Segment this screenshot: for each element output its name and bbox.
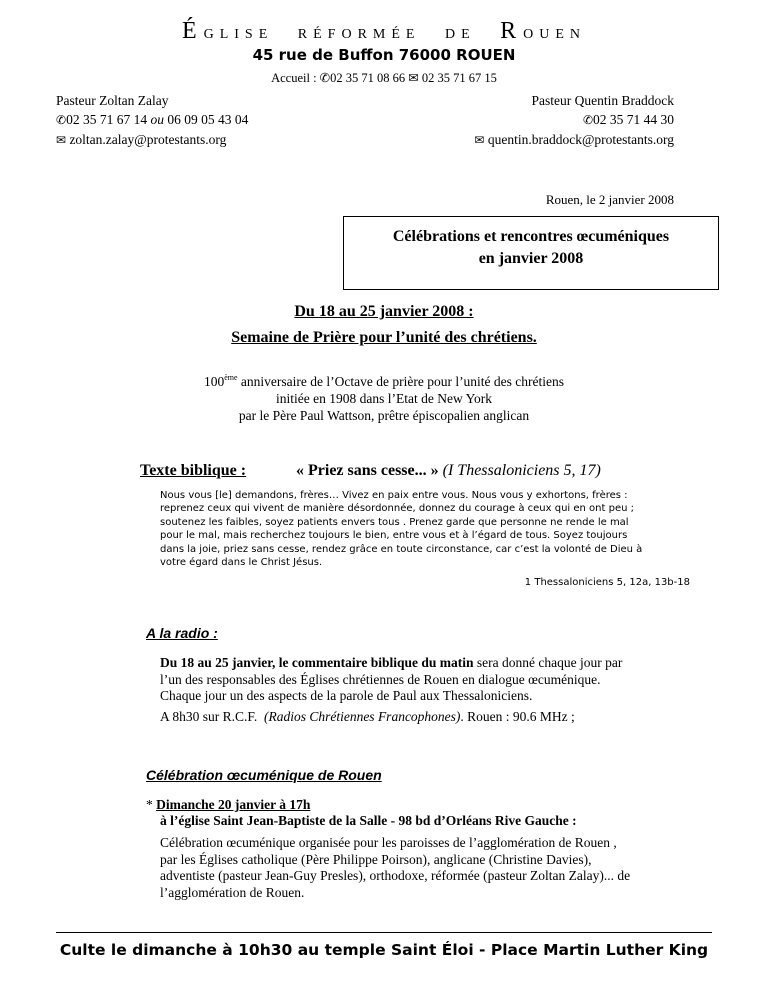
pastor-left-phone-line bbox=[56, 110, 248, 130]
week-heading-dates: Du 18 au 25 janvier 2008 : bbox=[294, 303, 474, 320]
radio-frequency: . Rouen : 90.6 MHz ; bbox=[460, 709, 575, 724]
bible-quote-text: « Priez sans cesse... » bbox=[296, 462, 439, 479]
pastor-right-phone-line bbox=[474, 110, 674, 130]
week-heading-title: Semaine de Prière pour l’unité des chrétiens. bbox=[231, 329, 537, 346]
letter-date: Rouen, le 2 janvier 2008 bbox=[545, 192, 674, 207]
envelope-icon: ✉ bbox=[474, 133, 485, 147]
pastor-left-name: Pasteur Zoltan Zalay bbox=[56, 93, 169, 108]
verse-line: votre égard dans le Christ Jésus. bbox=[160, 557, 323, 569]
radio-schedule bbox=[160, 709, 720, 725]
envelope-icon: ✉ bbox=[56, 133, 67, 147]
anniv-line1-text: anniversaire de l’Octave de prière pour l’unité des chrétiens bbox=[237, 374, 565, 389]
celebration-place bbox=[160, 813, 577, 829]
pastor-left-block bbox=[56, 91, 248, 150]
celebration-line: par les Églises catholique (Père Philippe Poirson), anglicane (Christine Davies), bbox=[160, 851, 592, 867]
title-box-line2: en janvier 2008 bbox=[478, 250, 584, 267]
footer-divider bbox=[56, 932, 712, 933]
church-address: 45 rue de Buffon 76000 ROUEN bbox=[252, 46, 516, 64]
pastor-right-name: Pasteur Quentin Braddock bbox=[531, 93, 674, 108]
church-title bbox=[0, 18, 768, 45]
accueil-contact: Accueil : ✆02 35 71 08 66 ✉ 02 35 71 67 15 bbox=[271, 71, 497, 85]
radio-line1 bbox=[160, 655, 700, 672]
title-word-reformee: RÉFORMÉE bbox=[297, 27, 421, 42]
celebration-description bbox=[160, 835, 720, 901]
celebration-line: adventiste (pasteur Jean-Guy Presles), orthodoxe, réformée (pasteur Zoltan Zalay)... de bbox=[160, 868, 631, 883]
title-initial-r: R bbox=[500, 18, 524, 44]
celebration-place-text: à l’église Saint Jean-Baptiste de la Salle - 98 bd d’Orléans Rive Gauche : bbox=[160, 813, 577, 828]
radio-schedule-start: A 8h30 sur R.C.F. bbox=[160, 709, 264, 724]
radio-paragraph bbox=[160, 655, 700, 705]
pastor-left-phone-b: 06 09 05 43 04 bbox=[167, 112, 249, 127]
radio-bold-lead: Du 18 au 25 janvier, le commentaire biblique du matin bbox=[160, 655, 474, 670]
pastor-left-phone-a: 02 35 71 67 14 bbox=[66, 112, 148, 127]
title-box-line1: Célébrations et rencontres œcuméniques bbox=[392, 228, 670, 245]
anniversary-text bbox=[0, 369, 768, 424]
radio-station-name: (Radios Chrétiennes Francophones) bbox=[263, 709, 461, 724]
radio-heading: A la radio : bbox=[146, 625, 218, 641]
pastor-right-email[interactable]: quentin.braddock@protestants.org bbox=[487, 132, 674, 147]
celebration-line: Célébration œcuménique organisée pour les paroisses de l’agglomération de Rouen , bbox=[160, 835, 617, 850]
anniversary-line2: initiée en 1908 dans l’Etat de New York bbox=[276, 391, 492, 406]
phone-icon: ✆ bbox=[56, 113, 67, 127]
pastor-right-phone: 02 35 71 44 30 bbox=[593, 112, 674, 127]
title-word-glise: GLISE bbox=[203, 27, 274, 42]
title-initial-e: É bbox=[181, 18, 204, 44]
celebration-heading: Célébration œcuménique de Rouen bbox=[146, 767, 382, 783]
pastor-left-email-line[interactable] bbox=[56, 130, 248, 150]
radio-line2: l’un des responsables des Églises chrétiennes de Rouen en dialogue œcuménique. bbox=[160, 671, 601, 687]
bible-quote-ref: (I Thessaloniciens 5, 17) bbox=[442, 462, 601, 479]
phone-icon: ✆ bbox=[582, 113, 593, 127]
bible-quote bbox=[296, 462, 601, 480]
radio-line3: Chaque jour un des aspects de la parole de Paul aux Thessaloniciens. bbox=[160, 688, 533, 703]
radio-line1-rest: sera donné chaque jour par bbox=[473, 655, 623, 670]
verse-line: pour le mal, mais recherchez toujours le bien, entre vous et à l’égard de tous. Soyez toujours bbox=[160, 530, 628, 542]
celebration-date-text: Dimanche 20 janvier à 17h bbox=[156, 797, 311, 812]
bible-verse-reference: 1 Thessaloniciens 5, 12a, 13b-18 bbox=[524, 577, 690, 588]
verse-line: reprenez ceux qui vivent de manière désordonnée, donnez du courage à ceux qui en ont peu ; bbox=[160, 503, 634, 515]
anniv-number: 100 bbox=[203, 374, 225, 389]
title-word-de: DE bbox=[444, 27, 476, 42]
anniversary-line3: par le Père Paul Wattson, prêtre épiscopalien anglican bbox=[238, 408, 530, 423]
verse-line: soutenez les faibles, soyez patients envers tous . Prenez garde que personne ne rende le mal bbox=[160, 516, 629, 528]
bible-text-label: Texte biblique : bbox=[140, 462, 247, 479]
phone-or: ou bbox=[150, 112, 164, 127]
verse-line: Nous vous [le] demandons, frères… Vivez en paix entre vous. Nous vous y exhortons, frères : bbox=[160, 490, 628, 501]
title-box bbox=[343, 216, 719, 290]
pastor-right-block bbox=[474, 91, 674, 150]
verse-line: dans la joie, priez sans cesse, rendez grâce en toute circonstance, car c’est la volonté de Dieu à bbox=[160, 543, 643, 555]
footer-service-time: Culte le dimanche à 10h30 au temple Saint Éloi - Place Martin Luther King bbox=[59, 941, 709, 959]
anniv-sup: ème bbox=[224, 373, 238, 382]
celebration-line: l’agglomération de Rouen. bbox=[160, 884, 305, 900]
pastor-right-email-line[interactable] bbox=[474, 130, 674, 150]
celebration-date bbox=[146, 797, 310, 814]
pastor-left-email[interactable]: zoltan.zalay@protestants.org bbox=[69, 132, 227, 147]
anniversary-line1 bbox=[0, 369, 768, 390]
bible-verse-block bbox=[160, 489, 690, 569]
title-word-ouen: OUEN bbox=[523, 27, 587, 42]
bullet-star: * bbox=[146, 797, 157, 812]
